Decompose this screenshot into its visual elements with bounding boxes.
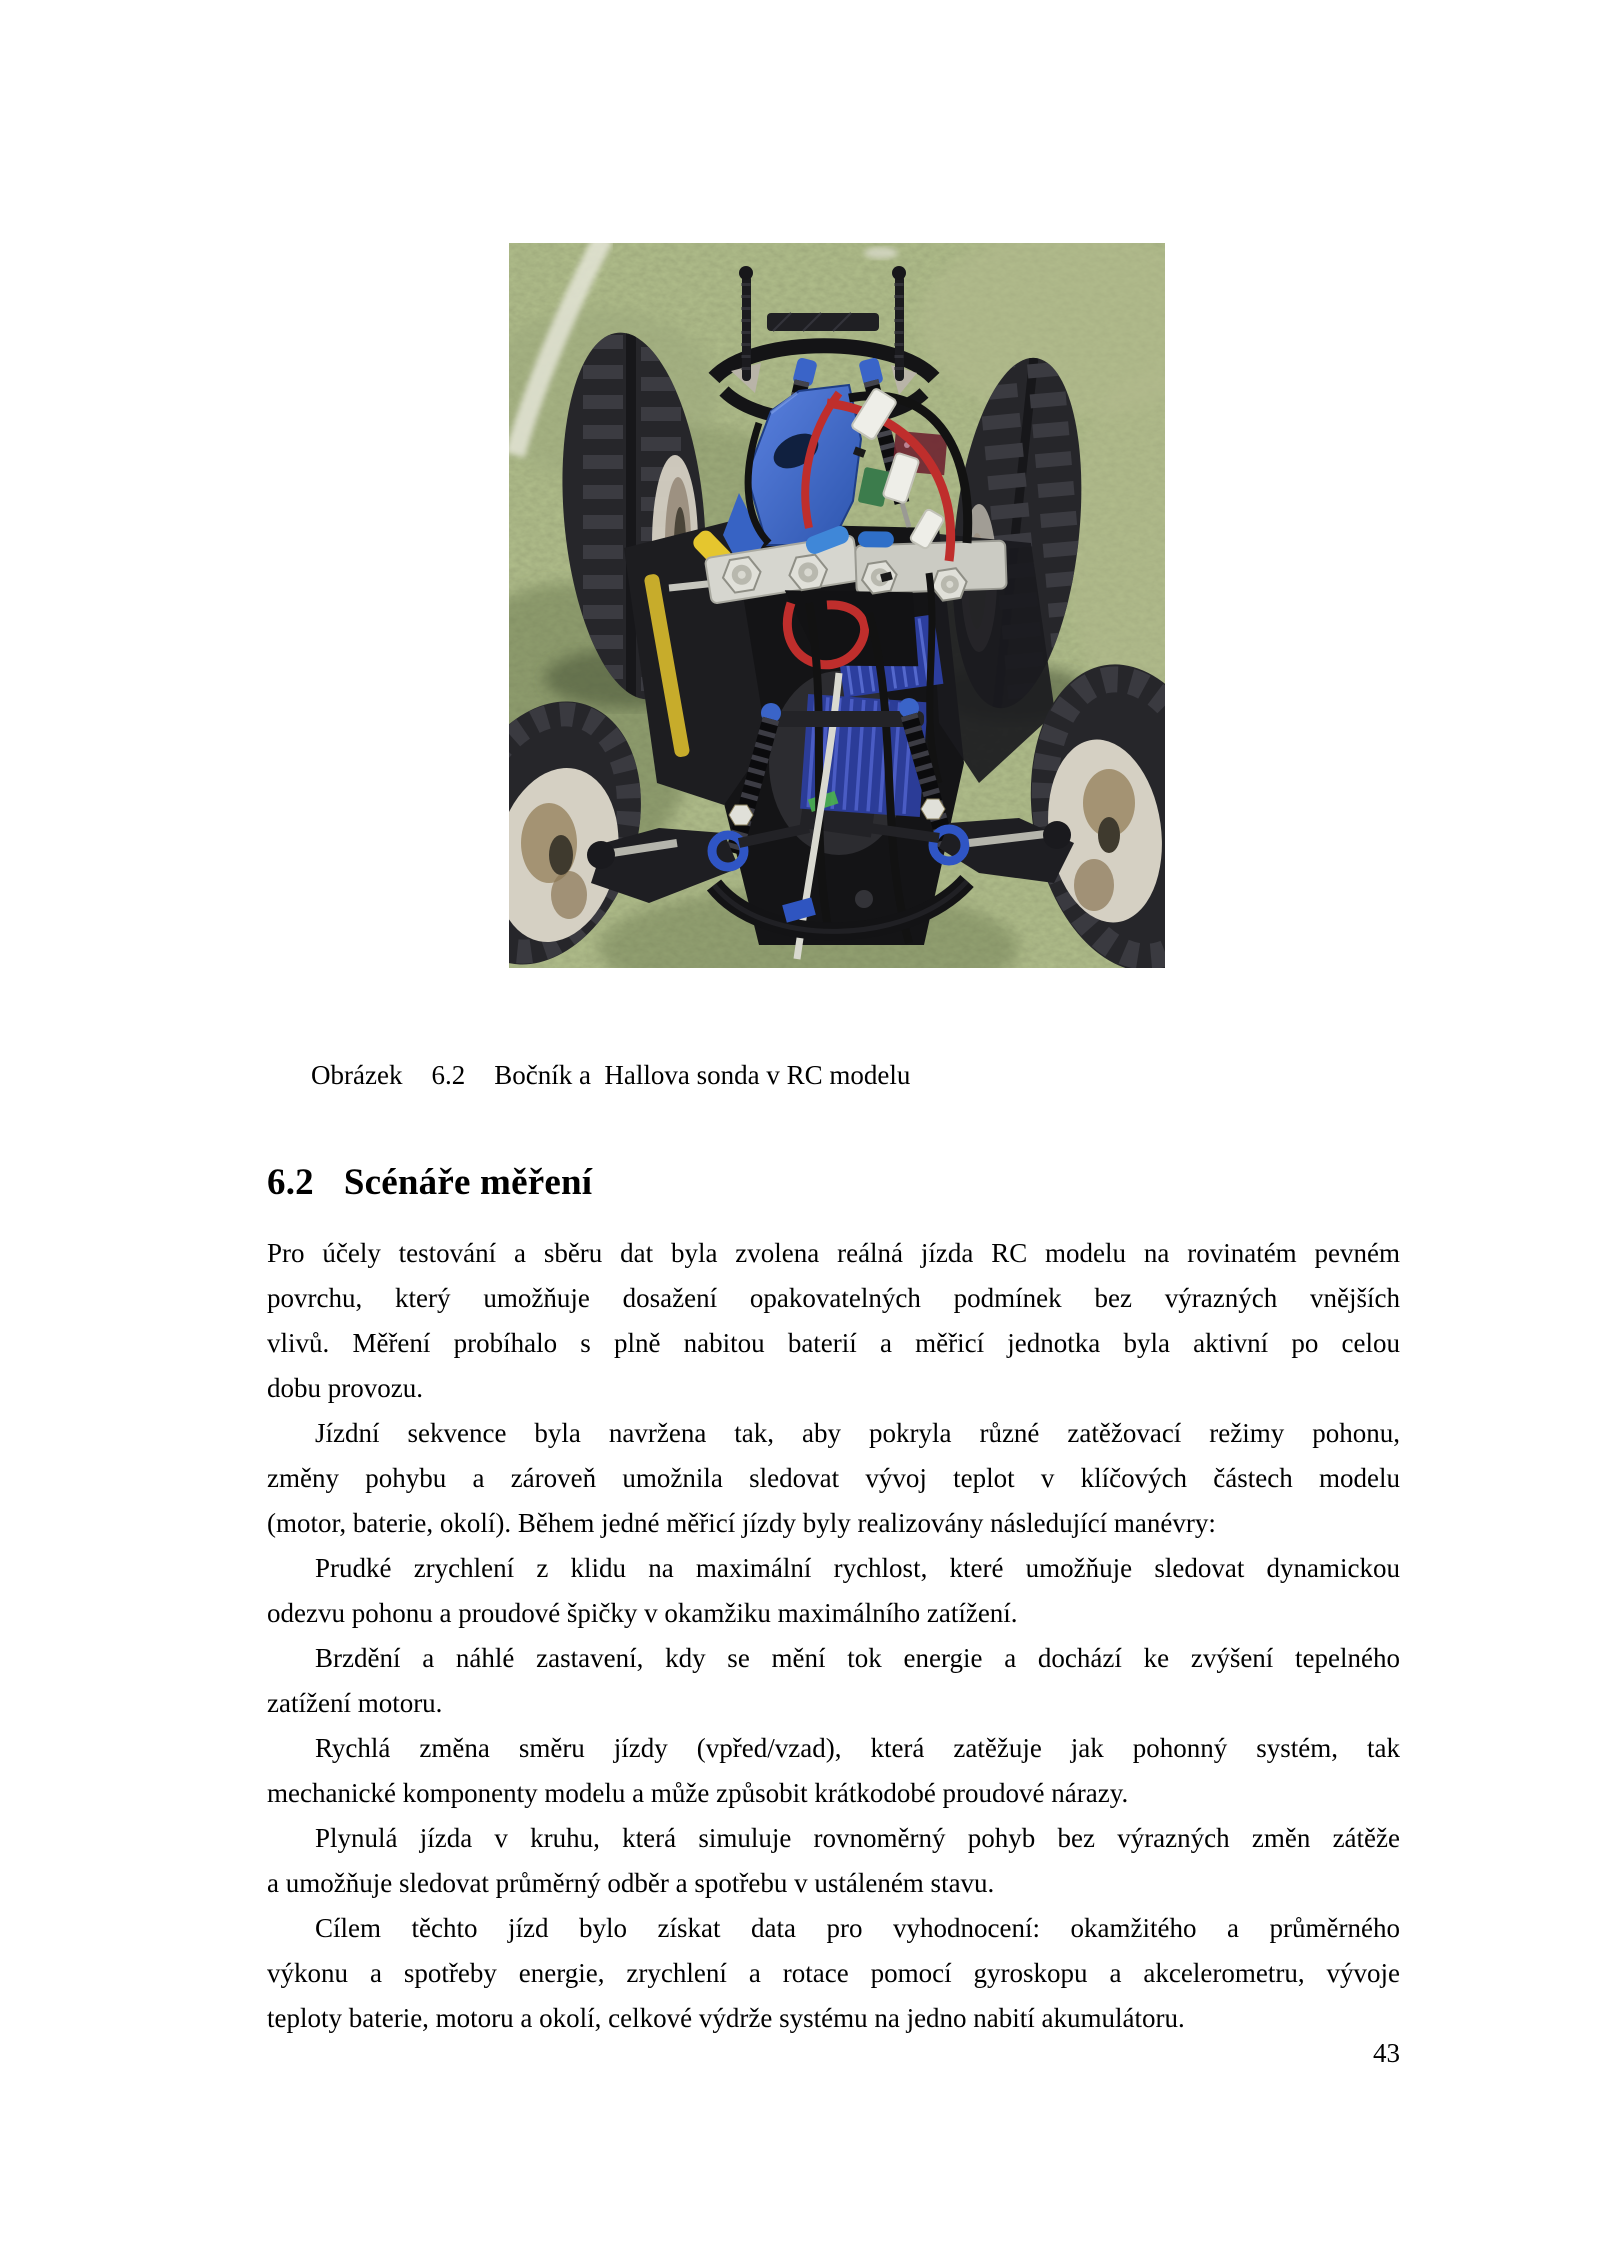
text-line: Jízdní sekvence byla navržena tak, aby pokryla různé zatěžovací režimy pohonu, bbox=[315, 1418, 1400, 1448]
text-line: (motor, baterie, okolí). Během jedné měřicí jízdy byly realizovány následující manévry: bbox=[267, 1508, 1216, 1538]
text-line: dobu provozu. bbox=[267, 1373, 423, 1403]
page-number: 43 bbox=[1373, 2038, 1400, 2068]
text-line: Brzdění a náhlé zastavení, kdy se mění tok energie a dochází ke zvýšení tepelného bbox=[315, 1643, 1400, 1673]
text-line: Prudké zrychlení z klidu na maximální rychlost, které umožňuje sledovat dynamickou bbox=[315, 1553, 1400, 1583]
text-line: mechanické komponenty modelu a může způsobit krátkodobé proudové nárazy. bbox=[267, 1778, 1129, 1808]
text-line: teploty baterie, motoru a okolí, celkové výdrže systému na jedno nabití akumulátoru. bbox=[267, 2003, 1185, 2033]
text-line: změny pohybu a zároveň umožnila sledovat vývoj teplot v klíčových částech modelu bbox=[267, 1463, 1400, 1493]
caption-text: Bočník a Hallova sonda v RC modelu bbox=[494, 1060, 911, 1090]
text-line: a umožňuje sledovat průměrný odběr a spotřebu v ustáleném stavu. bbox=[267, 1868, 995, 1898]
section-heading bbox=[267, 1160, 592, 1206]
caption-number: 6.2 bbox=[431, 1060, 466, 1090]
text-line: povrchu, který umožňuje dosažení opakovatelných podmínek bez výrazných vnějších bbox=[267, 1283, 1400, 1313]
text-line: vlivů. Měření probíhalo s plně nabitou baterií a měřicí jednotka byla aktivní po celou bbox=[267, 1328, 1400, 1358]
caption-label: Obrázek bbox=[311, 1060, 403, 1090]
text-line: výkonu a spotřeby energie, zrychlení a rotace pomocí gyroskopu a akcelerometru, vývoje bbox=[267, 1958, 1400, 1988]
text-line: odezvu pohonu a proudové špičky v okamžiku maximálního zatížení. bbox=[267, 1598, 1018, 1628]
text-line: Cílem těchto jízd bylo získat data pro vyhodnocení: okamžitého a průměrného bbox=[315, 1913, 1400, 1943]
text-line: Rychlá změna směru jízdy (vpřed/vzad), která zatěžuje jak pohonný systém, tak bbox=[315, 1733, 1400, 1763]
text-line: Pro účely testování a sběru dat byla zvolena reálná jízda RC modelu na rovinatém pevném bbox=[267, 1238, 1400, 1268]
figure-caption bbox=[284, 1024, 910, 1126]
section-number: 6.2 bbox=[267, 1162, 314, 1203]
text-line: zatížení motoru. bbox=[267, 1688, 443, 1718]
rc-car-photo-svg bbox=[509, 243, 1165, 968]
body-text bbox=[267, 1231, 1400, 2041]
figure-photo bbox=[509, 243, 1165, 968]
section-title: Scénáře měření bbox=[343, 1162, 593, 1203]
text-line: Plynulá jízda v kruhu, která simuluje rovnoměrný pohyb bez výrazných změn zátěže bbox=[315, 1823, 1400, 1853]
